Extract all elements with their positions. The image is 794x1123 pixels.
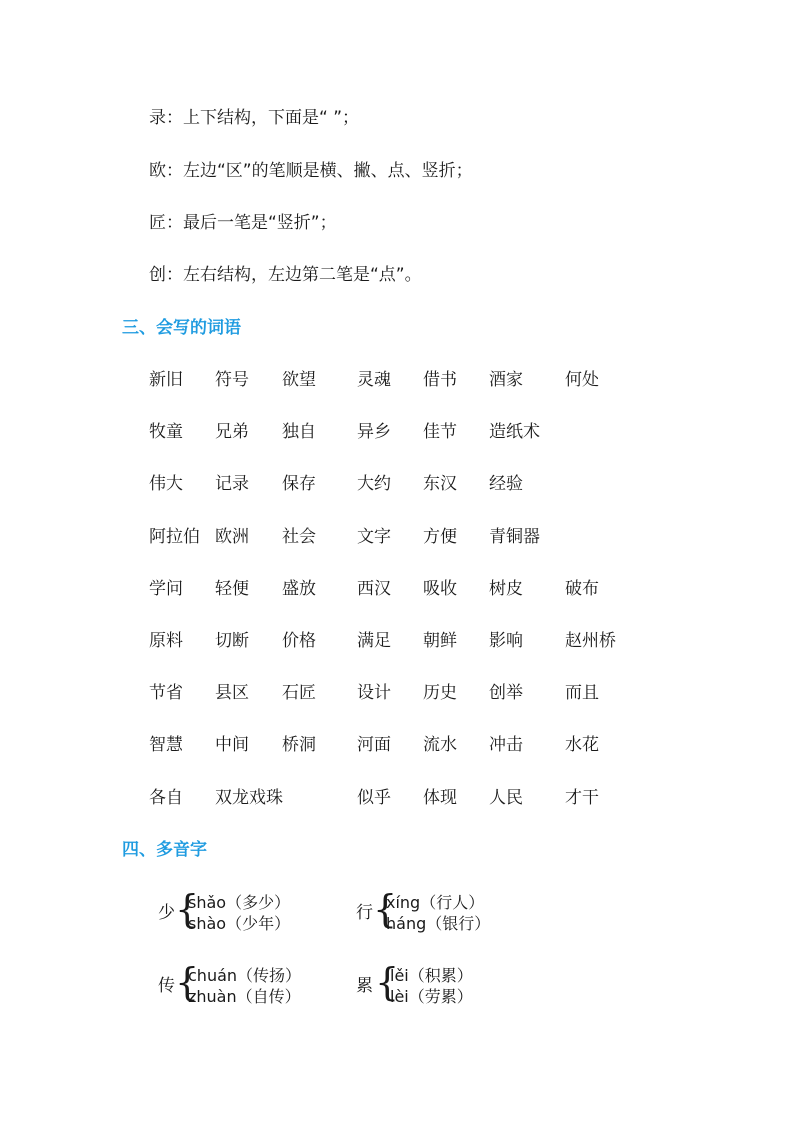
- word-row: [0, 473, 794, 495]
- word-row: [0, 369, 794, 391]
- word-row: [0, 682, 794, 704]
- section-title-polyphones: 四、多音字: [122, 840, 207, 860]
- word-cell: 才干: [565, 788, 599, 808]
- word-cell: 体现: [423, 788, 457, 808]
- word-cell: 造纸术: [489, 422, 540, 442]
- reading-1: chuán（传扬）: [188, 966, 302, 985]
- word-cell: 伟大: [149, 474, 183, 494]
- polyphone-char: 传: [158, 976, 175, 996]
- word-cell: 独自: [282, 422, 316, 442]
- word-cell: 双龙戏珠: [215, 788, 283, 808]
- reading-2: háng（银行）: [386, 914, 491, 933]
- word-cell: 酒家: [489, 370, 523, 390]
- word-cell: 创举: [489, 683, 523, 703]
- word-row: [0, 734, 794, 756]
- word-cell: 经验: [489, 474, 523, 494]
- word-cell: 欧洲: [215, 527, 249, 547]
- word-cell: 中间: [215, 735, 249, 755]
- word-cell: 文字: [357, 527, 391, 547]
- word-cell: 新旧: [149, 370, 183, 390]
- polyphone-char: 少: [158, 903, 175, 923]
- reading-2: lèi（劳累）: [390, 987, 473, 1006]
- reading-2: zhuàn（自传）: [188, 987, 301, 1006]
- word-cell: 社会: [282, 527, 316, 547]
- word-cell: 县区: [215, 683, 249, 703]
- word-cell: 历史: [423, 683, 457, 703]
- section-title-words: 三、会写的词语: [122, 318, 241, 338]
- word-cell: 人民: [489, 788, 523, 808]
- word-cell: 兄弟: [215, 422, 249, 442]
- word-cell: 各自: [149, 788, 183, 808]
- word-row: [0, 578, 794, 600]
- word-cell: 河面: [357, 735, 391, 755]
- word-cell: 设计: [357, 683, 391, 703]
- word-cell: 赵州桥: [565, 631, 616, 651]
- word-cell: 阿拉伯: [149, 527, 200, 547]
- note-chuang: 创：左右结构，左边第二笔是“点”。: [149, 265, 422, 285]
- word-cell: 记录: [215, 474, 249, 494]
- reading-1: lěi（积累）: [390, 966, 473, 985]
- word-cell: 学问: [149, 579, 183, 599]
- word-cell: 朝鲜: [423, 631, 457, 651]
- word-cell: 灵魂: [357, 370, 391, 390]
- word-cell: 西汉: [357, 579, 391, 599]
- word-row: [0, 526, 794, 548]
- reading-1: xíng（行人）: [386, 893, 485, 912]
- word-cell: 盛放: [282, 579, 316, 599]
- brace: {: [175, 887, 200, 931]
- word-cell: 佳节: [423, 422, 457, 442]
- brace: {: [373, 887, 398, 931]
- brace: {: [375, 960, 400, 1004]
- polyphone-char: 行: [356, 903, 373, 923]
- polyphone-char: 累: [356, 976, 373, 996]
- word-cell: 符号: [215, 370, 249, 390]
- note-jiang: 匠：最后一笔是“竖折”；: [149, 213, 337, 233]
- word-cell: 节省: [149, 683, 183, 703]
- polyphone-item: [158, 887, 338, 936]
- word-row: [0, 630, 794, 652]
- note-ou: 欧：左边“区”的笔顺是横、撇、点、竖折；: [149, 161, 473, 181]
- note-lu: 录：上下结构，下面是“ ”；: [149, 108, 360, 128]
- word-cell: 石匠: [282, 683, 316, 703]
- word-cell: 原料: [149, 631, 183, 651]
- word-cell: 树皮: [489, 579, 523, 599]
- word-cell: 水花: [565, 735, 599, 755]
- word-cell: 大约: [357, 474, 391, 494]
- polyphone-item: [356, 960, 536, 1009]
- word-cell: 欲望: [282, 370, 316, 390]
- word-cell: 借书: [423, 370, 457, 390]
- word-row: [0, 421, 794, 443]
- word-cell: 牧童: [149, 422, 183, 442]
- word-cell: 似乎: [357, 788, 391, 808]
- word-cell: 而且: [565, 683, 599, 703]
- word-cell: 影响: [489, 631, 523, 651]
- word-cell: 保存: [282, 474, 316, 494]
- word-cell: 切断: [215, 631, 249, 651]
- word-cell: 异乡: [357, 422, 391, 442]
- polyphone-item: [158, 960, 338, 1009]
- word-cell: 破布: [565, 579, 599, 599]
- word-cell: 桥洞: [282, 735, 316, 755]
- reading-2: shào（少年）: [188, 914, 291, 933]
- word-cell: 智慧: [149, 735, 183, 755]
- word-cell: 方便: [423, 527, 457, 547]
- word-row: [0, 787, 794, 809]
- word-cell: 东汉: [423, 474, 457, 494]
- word-cell: 何处: [565, 370, 599, 390]
- word-cell: 价格: [282, 631, 316, 651]
- polyphone-item: [356, 887, 536, 936]
- word-cell: 青铜器: [489, 527, 540, 547]
- word-cell: 满足: [357, 631, 391, 651]
- word-cell: 冲击: [489, 735, 523, 755]
- word-cell: 轻便: [215, 579, 249, 599]
- word-cell: 流水: [423, 735, 457, 755]
- brace: {: [175, 960, 200, 1004]
- word-cell: 吸收: [423, 579, 457, 599]
- reading-1: shǎo（多少）: [188, 893, 291, 912]
